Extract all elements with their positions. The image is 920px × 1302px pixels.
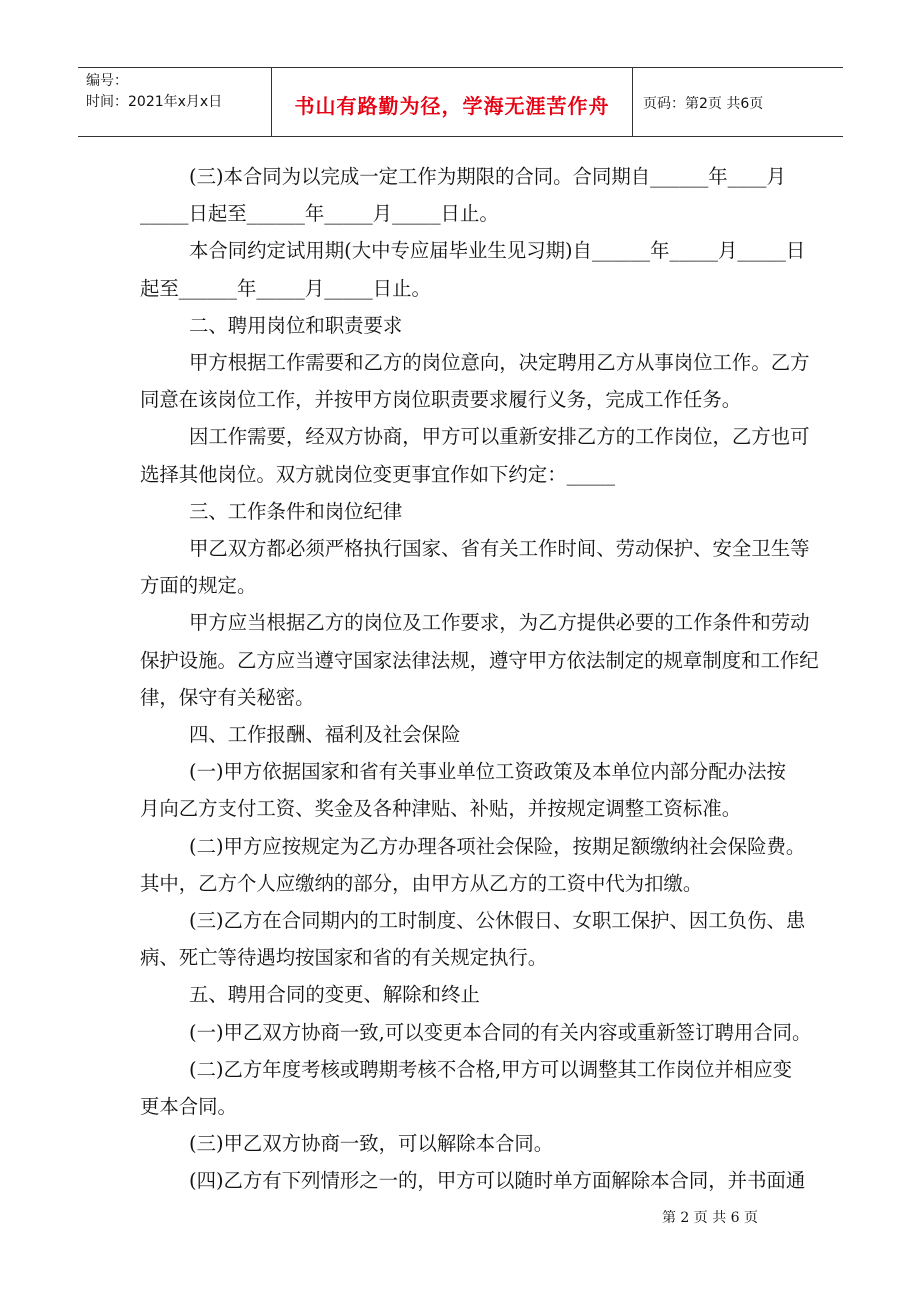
body-line: 病、死亡等待遇均按国家和省的有关规定执行。 [140, 946, 548, 970]
page-footer [0, 1207, 920, 1227]
body-line: 律，保守有关秘密。 [140, 685, 315, 709]
body-line: 保护设施。乙方应当遵守国家法律法规，遵守甲方依法制定的规章制度和工作纪 [140, 648, 819, 672]
document-body [140, 158, 819, 1200]
body-line: (三)本合同为以完成一定工作为期限的合同。合同期自______年____月 [189, 165, 786, 188]
body-line: 甲乙双方都必须严格执行国家、省有关工作时间、劳动保护、安全卫生等 [189, 537, 810, 561]
motto: 书山有路勤为径，学海无涯苦作舟 [294, 94, 610, 118]
body-line: 其中，乙方个人应缴纳的部分，由甲方从乙方的工资中代为扣缴。 [140, 871, 703, 895]
header-page-info: 页码：第2页 共6页 [643, 96, 764, 112]
body-line: (二)乙方年度考核或聘期考核不合格,甲方可以调整其工作岗位并相应变 [189, 1057, 793, 1081]
header-page-cell [633, 68, 843, 136]
body-line: 更本合同。 [140, 1095, 237, 1119]
footer-page-number: 第 2 页 共 6 页 [661, 1210, 759, 1226]
date-label: 时间：2021年x月x日 [86, 94, 223, 110]
body-line: 五、聘用合同的变更、解除和终止 [189, 983, 480, 1007]
body-line: (一)甲乙双方协商一致,可以变更本合同的有关内容或重新签订聘用合同。 [189, 1020, 812, 1044]
body-line: 甲方应当根据乙方的岗位及工作要求，为乙方提供必要的工作条件和劳动 [189, 611, 810, 635]
body-line: 方面的规定。 [140, 574, 257, 598]
header-left-cell [78, 68, 272, 136]
body-line: 二、聘用岗位和职责要求 [189, 313, 403, 337]
body-line: _____日起至______年_____月_____日止。 [140, 202, 499, 226]
page-header [78, 67, 843, 137]
body-line: (四)乙方有下列情形之一的，甲方可以随时单方面解除本合同，并书面通 [189, 1169, 806, 1193]
body-line: 同意在该岗位工作，并按甲方岗位职责要求履行义务，完成工作任务。 [140, 388, 742, 412]
header-motto-cell [272, 68, 633, 136]
body-line: (一)甲方依据国家和省有关事业单位工资政策及本单位内部分配办法按 [189, 760, 786, 784]
body-line: (三)甲乙双方协商一致，可以解除本合同。 [189, 1132, 554, 1156]
body-line: 起至______年_____月_____日止。 [140, 276, 431, 300]
body-line: 月向乙方支付工资、奖金及各种津贴、补贴，并按规定调整工资标准。 [140, 797, 742, 821]
body-line: 四、工作报酬、福利及社会保险 [189, 723, 461, 747]
body-line: 三、工作条件和岗位纪律 [189, 499, 403, 523]
serial-label: 编号： [86, 73, 128, 89]
body-line: 甲方根据工作需要和乙方的岗位意向，决定聘用乙方从事岗位工作。乙方 [189, 351, 810, 375]
body-line: 本合同约定试用期(大中专应届毕业生见习期)自______年_____月_____日 [189, 239, 806, 263]
body-line: (二)甲方应按规定为乙方办理各项社会保险，按期足额缴纳社会保险费。 [189, 834, 806, 858]
body-line: 选择其他岗位。双方就岗位变更事宜作如下约定：_____ [140, 462, 616, 486]
body-line: (三)乙方在合同期内的工时制度、公休假日、女职工保护、因工负伤、患 [189, 909, 806, 933]
body-line: 因工作需要，经双方协商，甲方可以重新安排乙方的工作岗位，乙方也可 [189, 425, 810, 449]
